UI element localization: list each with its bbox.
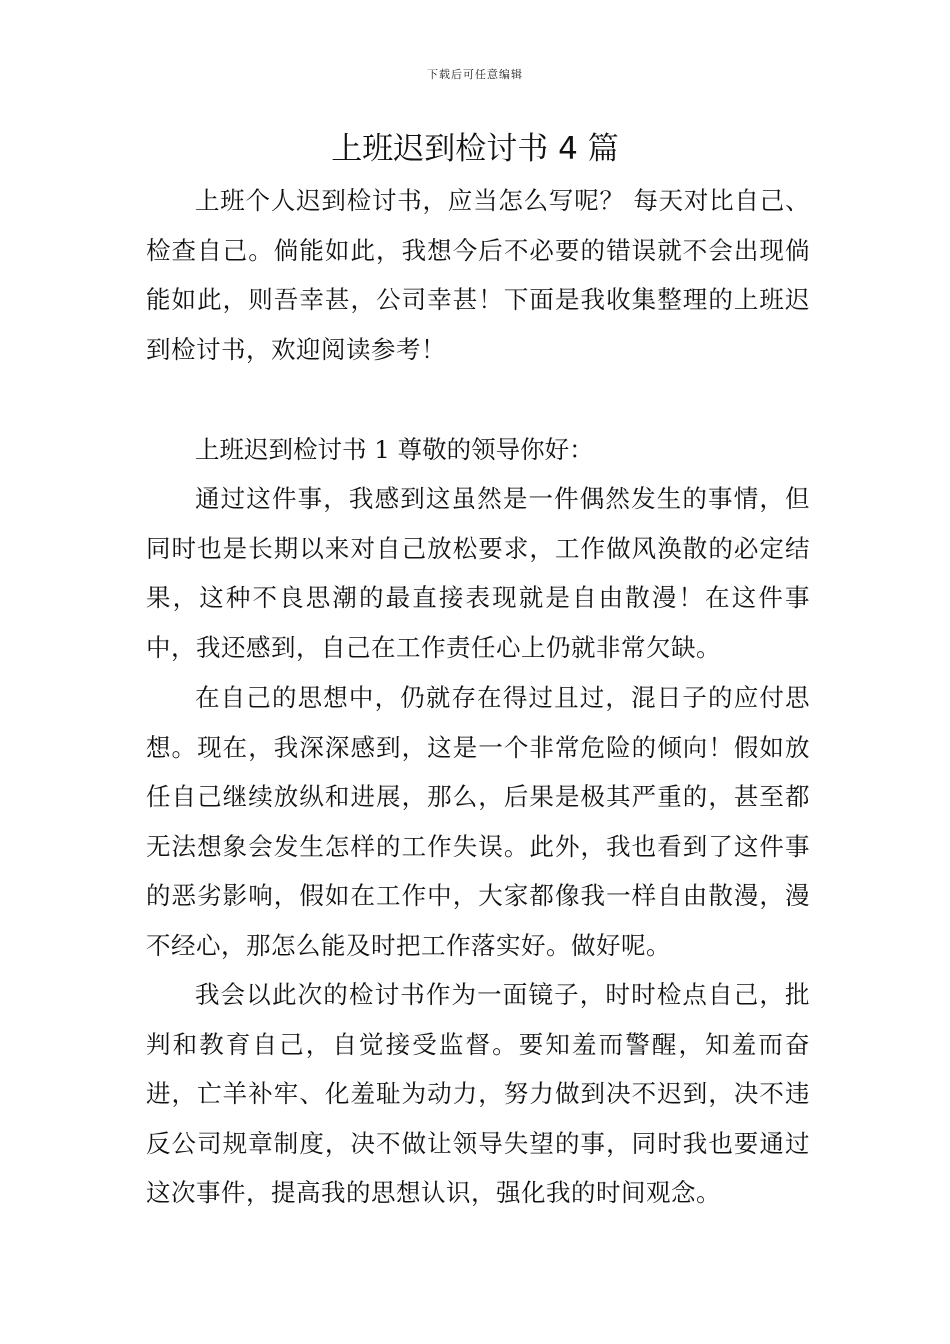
body-paragraph-2: 在自己的思想中，仍就存在得过且过，混日子的应付思想。现在，我深深感到，这是一个非常危险的倾向！假如放任自己继续放纵和进展，那么，后果是极其严重的，甚至都无法想象会发生怎样的工作失误。此外，我也看到了这件事的恶劣影响，假如在工作中，大家都像我一样自由散漫，漫不经心，那怎么能及时把工作落实好。做好呢。 bbox=[146, 683, 810, 960]
document-title: 上班迟到检讨书 4 篇 bbox=[331, 131, 619, 167]
body-paragraph-1: 通过这件事，我感到这虽然是一件偶然发生的事情，但同时也是长期以来对自己放松要求，工作做风涣散的必定结果，这种不良思潮的最直接表现就是自由散漫！在这件事中，我还感到，自己在工作责任心上仍就非常欠缺。 bbox=[146, 484, 810, 662]
body-paragraph-3: 我会以此次的检讨书作为一面镜子，时时检点自己，批判和教育自己，自觉接受监督。要知羞而警醒，知羞而奋进，亡羊补牢、化羞耻为动力，努力做到决不迟到，决不违反公司规章制度，决不做让领导失望的事，同时我也要通过这次事件，提高我的思想认识，强化我的时间观念。 bbox=[146, 980, 810, 1208]
page-header-note: 下载后可任意编辑 bbox=[427, 68, 523, 81]
letter-salutation: 上班迟到检讨书 1 尊敬的领导你好： bbox=[195, 435, 594, 464]
intro-paragraph: 上班个人迟到检讨书，应当怎么写呢？ 每天对比自己、检查自己。倘能如此，我想今后不必要的错误就不会出现倘能如此，则吾幸甚，公司幸甚！下面是我收集整理的上班迟到检讨书，欢迎阅读参考！ bbox=[146, 186, 810, 364]
